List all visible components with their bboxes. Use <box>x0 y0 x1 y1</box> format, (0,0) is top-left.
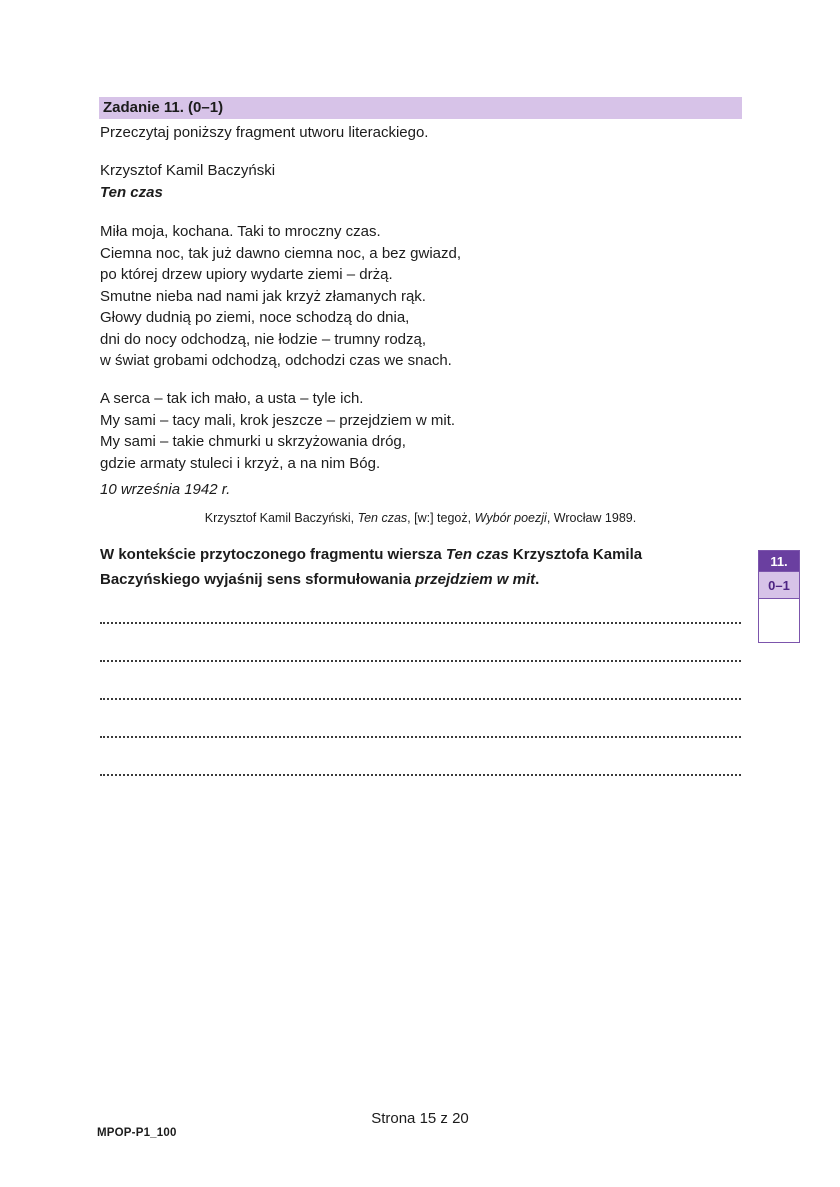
poem-line: w świat grobami odchodzą, odchodzi czas we snach. <box>100 352 452 369</box>
answer-line <box>100 738 741 776</box>
answer-line <box>100 700 741 738</box>
score-task-number: 11. <box>758 550 800 571</box>
question-text: Krzysztofa Kamila Baczyńskiego wyjaśnij sens sformułowania <box>100 546 643 588</box>
score-entry-box <box>758 599 800 643</box>
task-header-bar <box>99 97 742 119</box>
poem-line: po której drzew upiory wydarte ziemi – drżą. <box>100 266 393 283</box>
poem-line: Głowy dudnią po ziemi, noce schodzą do dnia, <box>100 309 410 326</box>
answer-lines <box>100 586 741 776</box>
citation-collection: Wybór poezji <box>474 511 547 525</box>
page-number: Strona 15 z 20 <box>371 1110 469 1127</box>
citation-text: , Wrocław 1989. <box>546 511 637 525</box>
question-phrase-italic: przejdziem w mit <box>415 571 536 588</box>
question-title-italic: Ten czas <box>445 546 509 563</box>
poem-line: My sami – tacy mali, krok jeszcze – przejdziem w mit. <box>100 411 456 429</box>
poem-line: My sami – takie chmurki u skrzyżowania dróg, <box>100 433 406 450</box>
poem-stanza-1 <box>100 221 461 372</box>
poem-line: Miła moja, kochana. Taki to mroczny czas. <box>100 223 381 240</box>
poem-author: Krzysztof Kamil Baczyński <box>100 162 276 179</box>
poem-line: gdzie armaty stuleci i krzyż, a na nim Bóg. <box>100 454 381 472</box>
document-code: MPOP-P1_100 <box>97 1127 177 1139</box>
citation-text: , [w:] tegoż, <box>407 511 475 525</box>
poem-line: A serca – tak ich mało, a usta – tyle ich. <box>100 390 364 407</box>
answer-line <box>100 662 741 700</box>
score-points-range: 0–1 <box>758 571 800 599</box>
score-badge <box>758 550 800 643</box>
poem-stanza-2 <box>100 388 455 474</box>
task-header-label: Zadanie 11. (0–1) <box>103 99 224 116</box>
poem-line: Ciemna noc, tak już dawno ciemna noc, a bez gwiazd, <box>100 244 462 262</box>
answer-line <box>100 624 741 662</box>
poem-date: 10 września 1942 r. <box>100 481 231 498</box>
question-text: W kontekście przytoczonego fragmentu wiersza <box>100 546 446 563</box>
task-question <box>100 542 740 592</box>
question-text: . <box>535 571 540 588</box>
poem-author-block <box>100 160 275 203</box>
answer-line <box>100 586 741 624</box>
poem-line: dni do nocy odchodzą, nie łodzie – trumny rodzą, <box>100 330 427 348</box>
poem-title: Ten czas <box>100 183 163 201</box>
poem-line: Smutne nieba nad nami jak krzyż złamanych rąk. <box>100 287 426 305</box>
citation-text: Krzysztof Kamil Baczyński, <box>204 511 358 525</box>
citation-title: Ten czas <box>357 511 408 525</box>
source-citation <box>99 510 742 527</box>
task-intro: Przeczytaj poniższy fragment utworu literackiego. <box>100 124 429 141</box>
